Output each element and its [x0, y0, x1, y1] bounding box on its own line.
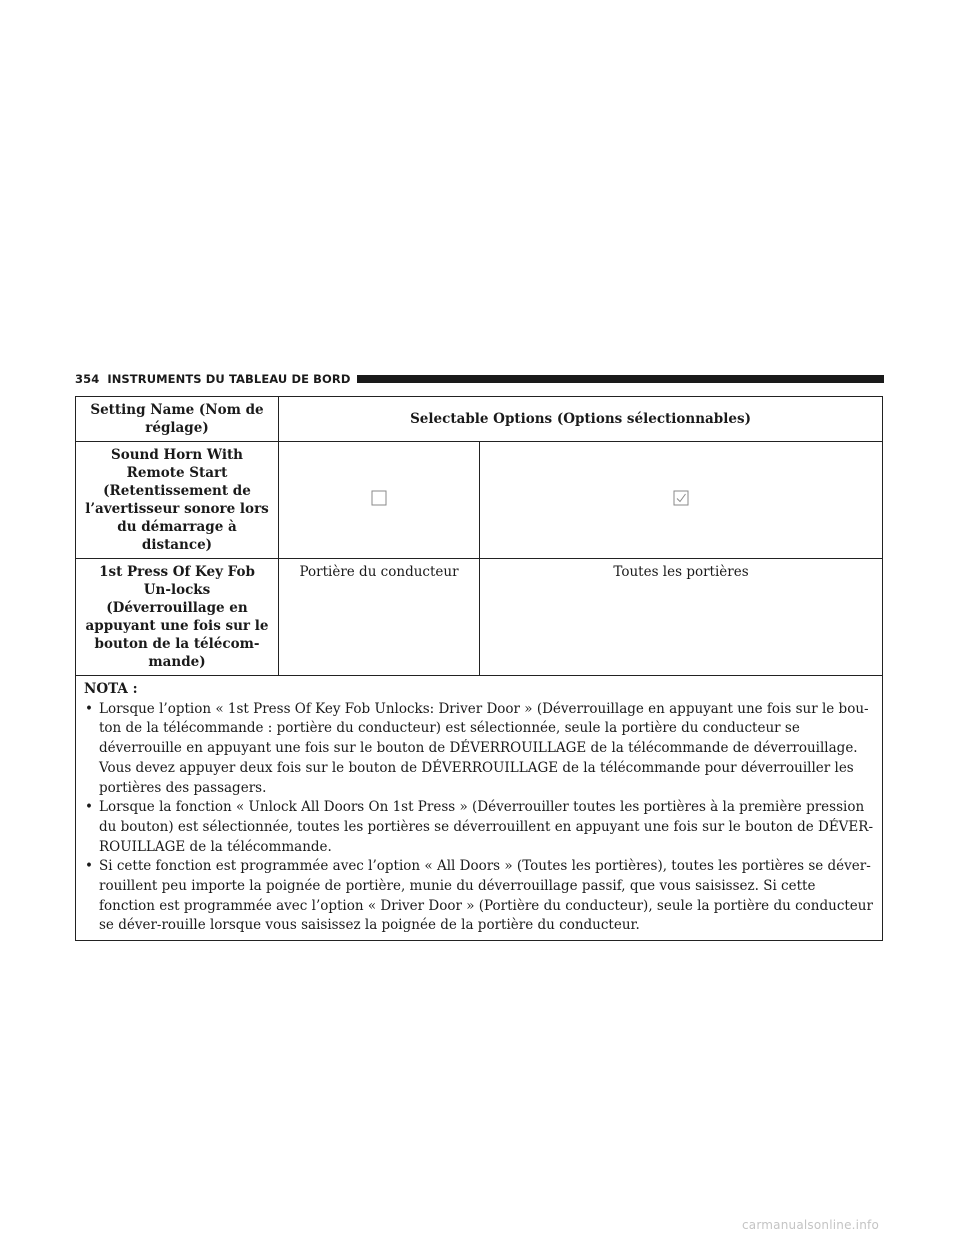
- checked-checkbox-icon: [673, 490, 689, 506]
- option-cell-unchecked: [279, 442, 480, 559]
- notes-title: NOTA :: [84, 681, 138, 697]
- notes-cell: [76, 676, 883, 941]
- note-item: • Lorsque l’option « 1st Press Of Key Fob Unlocks: Driver Door » (Déverrouillage en appuyant une fois sur le bou-ton de la télécommande : portière du conducteur) est sélectionnée, seule la portière du conducteur se déverrouille en appuyant une fois sur le bouton de DÉVERROUILLAGE de la télécommande de déverrouillage. Vous devez appuyer deux fois sur le bouton de DÉVERROUILLAGE de la télécommande pour déverrouiller les portières des passagers.: [84, 700, 874, 799]
- notes-row: [76, 676, 883, 941]
- empty-checkbox-icon: [371, 490, 387, 506]
- table-header-row: [76, 397, 883, 442]
- note-item: • Si cette fonction est programmée avec l’option « All Doors » (Toutes les portières), toutes les portières se déver-rouillent peu importe la poignée de portière, munie du déverrouillage passif, que vous saisissez. Si cette fonction est programmée avec l’option « Driver Door » (Portière du conducteur), seule la portière du conducteur se déver-rouille lorsque vous saisissez la poignée de la portière du conducteur.: [84, 857, 874, 936]
- note-item: • Lorsque la fonction « Unlock All Doors On 1st Press » (Déverrouiller toutes les portières à la première pression du bouton) est sélectionnée, toutes les portières se déverrouillent en appuyant une fois sur le bouton de DÉVER-ROUILLAGE de la télécommande.: [84, 798, 874, 857]
- setting-name-key-fob-unlock: 1st Press Of Key Fob Un-locks (Déverrouillage en appuyant une fois sur le bouton de la télécom-mande): [76, 559, 279, 676]
- option-cell-checked: [480, 442, 883, 559]
- column-header-options: Selectable Options (Options sélectionnables): [279, 397, 883, 442]
- page-number: 354: [75, 372, 100, 386]
- option-driver-door: Portière du conducteur: [279, 559, 480, 676]
- table-row: [76, 559, 883, 676]
- page-header: [75, 371, 884, 387]
- watermark: carmanualsonline.info: [742, 1218, 879, 1232]
- option-all-doors: Toutes les portières: [480, 559, 883, 676]
- settings-table: [75, 396, 883, 941]
- header-rule: [357, 375, 884, 383]
- section-title: INSTRUMENTS DU TABLEAU DE BORD: [107, 372, 351, 386]
- column-header-setting-name: Setting Name (Nom de réglage): [76, 397, 279, 442]
- table-row: [76, 442, 883, 559]
- setting-name-sound-horn: Sound Horn With Remote Start (Retentissement de l’avertisseur sonore lors du démarrage à distance): [76, 442, 279, 559]
- notes-list: [84, 700, 874, 936]
